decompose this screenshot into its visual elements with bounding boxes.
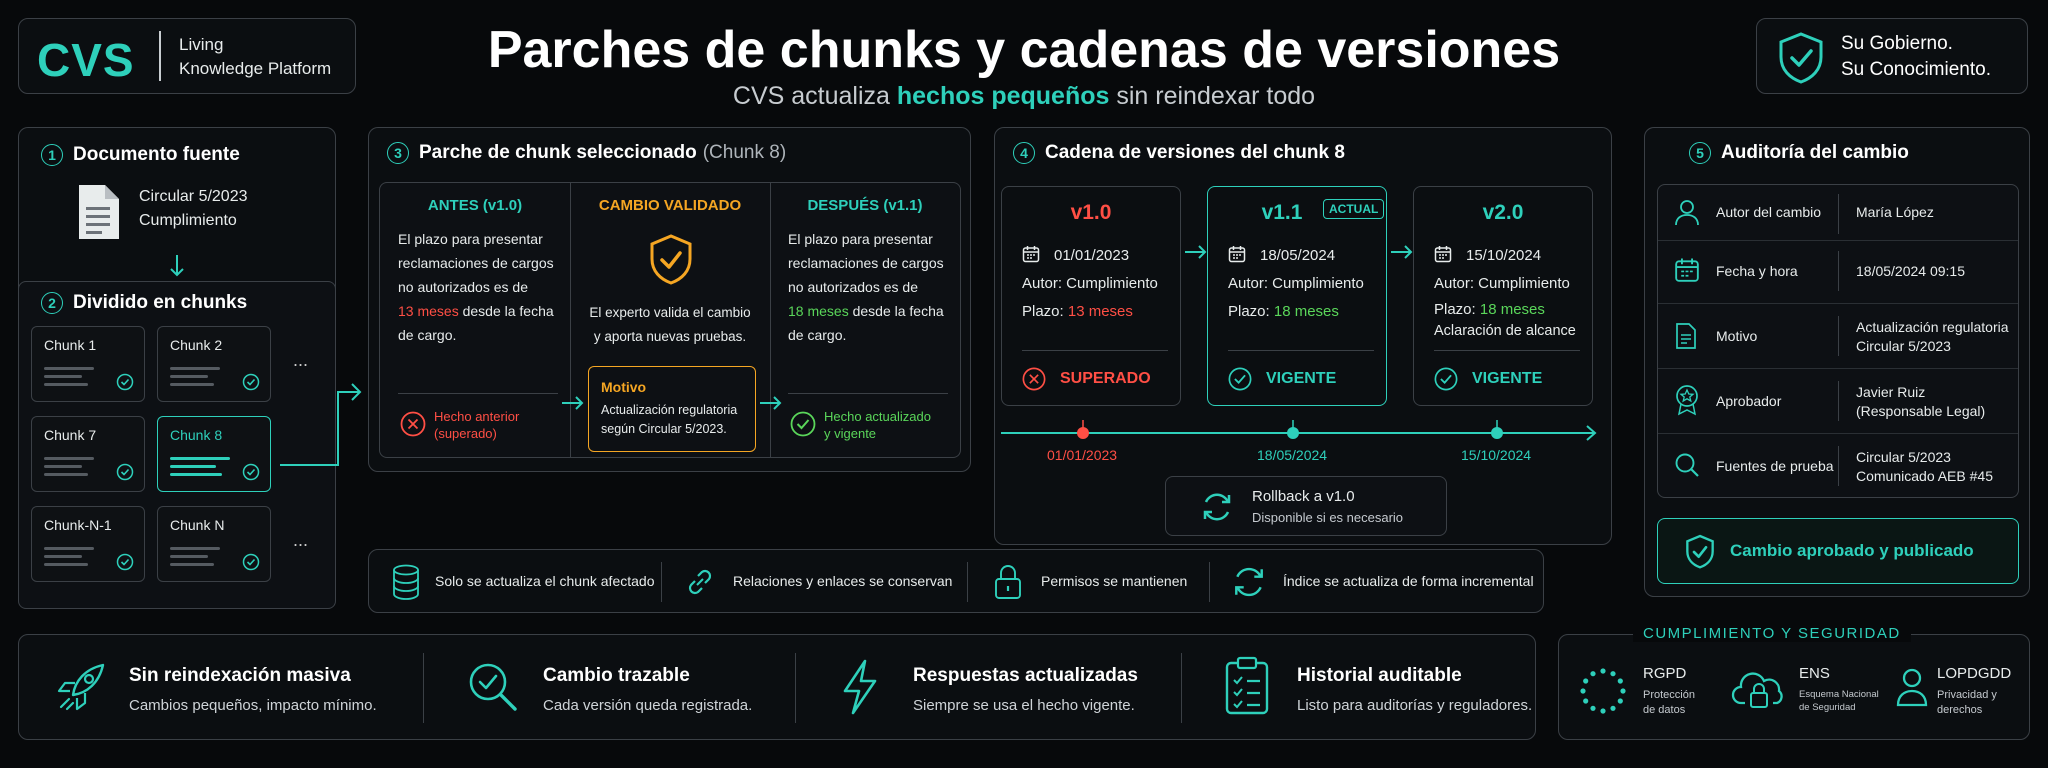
motivo-label: Motivo (601, 379, 647, 395)
benefit-title: Respuestas actualizadas (913, 665, 1138, 686)
panel-2-title-text: Dividido en chunks (73, 292, 248, 313)
arrow-right-icon (560, 395, 586, 411)
chunk-card[interactable] (31, 506, 145, 582)
refresh-icon (1231, 564, 1267, 600)
benefit-desc: Siempre se usa el hecho vigente. (913, 697, 1135, 714)
arrow-right-icon (758, 395, 784, 411)
badge-star-icon (1673, 384, 1701, 416)
compliance-box (1558, 625, 2030, 740)
panel-version-chain (994, 127, 1612, 545)
step-number: 2 (41, 292, 63, 314)
chunk-card[interactable] (31, 326, 145, 402)
feature-strip (368, 549, 1544, 613)
after-header: DESPUÉS (v1.1) (807, 197, 923, 214)
version-date: 18/05/2024 (1260, 247, 1336, 264)
audit-label: Aprobador (1716, 393, 1782, 409)
arrow-right-icon (1389, 244, 1415, 260)
step-number: 4 (1013, 142, 1035, 164)
panel-source-document (18, 127, 336, 608)
eu-stars-icon (1577, 665, 1629, 717)
version-status (1228, 367, 1336, 391)
check-circle-icon (242, 463, 260, 481)
compliance-desc: derechos (1937, 704, 1983, 716)
after-footer-1: Hecho actualizado (824, 409, 931, 424)
audit-value (1856, 262, 1965, 281)
connector-arrow (278, 380, 368, 470)
panel-audit (1644, 127, 2030, 597)
chunk-label: Chunk 1 (44, 337, 97, 353)
page-title: Parches de chunks y cadenas de versiones (487, 21, 1561, 79)
compliance-desc: de Seguridad (1799, 702, 1856, 713)
doc-category: Cumplimiento (139, 212, 237, 229)
step-number: 5 (1689, 142, 1711, 164)
chunk-label: Chunk 8 (170, 427, 223, 443)
document-icon (1675, 322, 1697, 350)
audit-label: Fecha y hora (1716, 263, 1798, 279)
benefit-title: Historial auditable (1297, 665, 1462, 686)
check-circle-icon (242, 373, 260, 391)
status-text: VIGENTE (1266, 370, 1337, 387)
strip-item: Índice se actualiza de forma incremental (1283, 573, 1534, 589)
database-icon (391, 564, 421, 600)
before-header: ANTES (v1.0) (427, 197, 523, 214)
panel-3-title-text: Parche de chunk seleccionado (419, 142, 697, 163)
document-icon (75, 183, 121, 241)
version-date: 15/10/2024 (1466, 247, 1542, 264)
calendar-icon (1228, 245, 1246, 263)
chunk-label: Chunk 7 (44, 427, 97, 443)
check-circle-icon (1434, 367, 1458, 391)
audit-value (1856, 318, 2009, 356)
text-line: El plazo para presentar (398, 231, 543, 247)
compliance-desc: de datos (1643, 704, 1686, 716)
audit-value-2: (Responsable Legal) (1856, 403, 1986, 419)
motivo-box (588, 366, 756, 452)
panel-3-title-muted: (Chunk 8) (702, 142, 787, 163)
text-line: El experto valida el cambio (589, 305, 751, 320)
current-badge: ACTUAL (1323, 199, 1384, 219)
strip-item: Solo se actualiza el chunk afectado (435, 573, 655, 589)
text-fragment: desde la fecha (848, 303, 944, 319)
audit-value (1856, 448, 1993, 486)
chunk-ellipsis: ... (293, 530, 309, 550)
compliance-desc: Esquema Nacional (1799, 689, 1879, 700)
chunk-card[interactable] (31, 416, 145, 492)
version-label: v2.0 (1482, 201, 1524, 224)
rollback-title: Rollback a v1.0 (1252, 488, 1355, 505)
old-value: 13 meses (398, 303, 459, 319)
text-line: reclamaciones de cargos (788, 255, 944, 271)
text-line: El plazo para presentar (788, 231, 933, 247)
text-line: reclamaciones de cargos (398, 255, 554, 271)
link-icon (683, 565, 717, 599)
calendar-icon (1674, 257, 1700, 283)
status-text: SUPERADO (1060, 370, 1151, 387)
motivo-line-2: según Circular 5/2023. (601, 422, 727, 436)
status-text: VIGENTE (1472, 370, 1543, 387)
version-label: v1.0 (1070, 201, 1112, 224)
text-fragment: desde la fecha (458, 303, 554, 319)
compliance-name: LOPDGDD (1937, 665, 2012, 682)
search-icon (1674, 452, 1700, 478)
panel-1-title (41, 144, 240, 166)
calendar-icon (1434, 245, 1452, 263)
doc-name: Circular 5/2023 (139, 188, 248, 205)
audit-value (1856, 383, 1985, 421)
x-circle-icon (1022, 367, 1046, 391)
audit-value (1856, 203, 1934, 222)
shield-check-icon (1777, 31, 1825, 85)
check-circle-icon (242, 553, 260, 571)
audit-label: Motivo (1716, 328, 1758, 344)
logo-sub-2: Knowledge Platform (179, 59, 332, 78)
version-note: Aclaración de alcance (1434, 323, 1576, 339)
patch-grid (379, 182, 961, 458)
chunk-ellipsis: ... (293, 350, 309, 370)
text-line: de cargo. (788, 327, 847, 343)
term-value: 18 meses (1479, 301, 1545, 318)
logo-text: CVS (37, 34, 135, 86)
lightning-icon (835, 657, 885, 717)
before-footer-2: (superado) (434, 426, 497, 441)
rocket-icon (53, 659, 109, 715)
version-date: 01/01/2023 (1054, 247, 1130, 264)
strip-item: Relaciones y enlaces se conservan (733, 573, 953, 589)
term-label: Plazo: (1434, 301, 1480, 318)
motivo-line-1: Actualización regulatoria (601, 403, 738, 417)
audit-row (1658, 184, 2018, 240)
subtitle-post: sin reindexar todo (1109, 82, 1316, 110)
step-number: 3 (387, 142, 409, 164)
gov-badge (1756, 18, 2028, 94)
chunk-card[interactable] (157, 506, 271, 582)
chunk-label: Chunk-N-1 (44, 517, 112, 533)
text-line: y aporta nuevas pruebas. (593, 329, 747, 344)
audit-row (1658, 303, 2018, 368)
badge-line-1: Su Gobierno. (1841, 33, 1953, 54)
compliance-name: RGPD (1643, 665, 1687, 682)
page-subtitle (0, 82, 2048, 111)
panel-2-title (41, 292, 247, 314)
change-header: CAMBIO VALIDADO (598, 197, 742, 214)
version-status (1434, 367, 1542, 391)
benefits-bar (18, 634, 1536, 740)
search-check-icon (465, 659, 521, 715)
cloud-lock-icon (1731, 667, 1787, 711)
benefit-title: Sin reindexación masiva (129, 665, 351, 686)
audit-value-2: Circular 5/2023 (1856, 338, 1951, 354)
chunk-card[interactable] (157, 326, 271, 402)
term-value: 18 meses (1273, 303, 1339, 320)
step-number: 1 (41, 144, 63, 166)
audit-value-1: Javier Ruiz (1856, 384, 1926, 400)
shield-check-icon (648, 233, 694, 287)
text-line: no autorizados es de (398, 279, 528, 295)
benefit-desc: Listo para auditorías y reguladores. (1297, 697, 1533, 714)
chunk-card-selected[interactable] (157, 416, 271, 492)
panel-1-title-text: Documento fuente (73, 144, 240, 165)
text-line: no autorizados es de (788, 279, 918, 295)
subtitle-highlight: hechos pequeños (896, 82, 1110, 110)
timeline (995, 418, 1613, 448)
check-circle-icon (116, 463, 134, 481)
user-icon (1895, 667, 1929, 707)
arrow-down-icon (169, 253, 185, 279)
audit-row (1658, 368, 2018, 433)
panel-4-title-text: Cadena de versiones del chunk 8 (1045, 142, 1345, 163)
calendar-icon (1022, 245, 1040, 263)
clipboard-check-icon (1223, 655, 1271, 717)
timeline-date: 18/05/2024 (1257, 447, 1328, 463)
logo-sub-1: Living (179, 35, 224, 54)
check-circle-icon (116, 553, 134, 571)
audit-value-2: Comunicado AEB #45 (1856, 468, 1993, 484)
term-label: Plazo: (1022, 303, 1068, 320)
subtitle-pre: CVS actualiza (732, 82, 897, 110)
version-label: v1.1 (1261, 201, 1303, 224)
benefit-title: Cambio trazable (543, 665, 690, 686)
lock-icon (993, 563, 1023, 601)
approved-text: Cambio aprobado y publicado (1730, 541, 1974, 560)
audit-value-1: Circular 5/2023 (1856, 449, 1951, 465)
shield-check-icon (1684, 534, 1716, 570)
timeline-date: 01/01/2023 (1047, 447, 1118, 463)
audit-value-1: 18/05/2024 09:15 (1856, 263, 1965, 279)
compliance-desc: Privacidad y (1937, 689, 1997, 701)
benefit-desc: Cada versión queda registrada. (543, 697, 753, 714)
chunk-label: Chunk N (170, 517, 225, 533)
term-value: 13 meses (1067, 303, 1133, 320)
after-footer-2: y vigente (824, 426, 877, 441)
panel-4-title (1013, 142, 1345, 164)
audit-label: Fuentes de prueba (1716, 458, 1834, 474)
audit-row (1658, 240, 2018, 300)
before-text (398, 227, 554, 347)
version-status (1022, 367, 1151, 391)
version-term (1228, 303, 1339, 320)
timeline-date: 15/10/2024 (1461, 447, 1532, 463)
panel-3-title (387, 142, 786, 164)
audit-row (1658, 433, 2018, 498)
compliance-name: ENS (1799, 665, 1830, 682)
audit-label: Autor del cambio (1716, 204, 1822, 220)
badge-line-2: Su Conocimiento. (1841, 59, 1991, 80)
chunk-label: Chunk 2 (170, 337, 223, 353)
version-term (1434, 301, 1545, 318)
version-author: Autor: Cumplimiento (1434, 275, 1570, 292)
check-circle-icon (790, 411, 816, 437)
compliance-desc: Protección (1643, 689, 1695, 701)
audit-table (1657, 184, 2019, 498)
x-circle-icon (400, 411, 426, 437)
version-card-v2-0[interactable] (1413, 186, 1593, 406)
arrow-right-icon (1183, 244, 1209, 260)
version-term (1022, 303, 1133, 320)
check-circle-icon (1228, 367, 1252, 391)
term-label: Plazo: (1228, 303, 1274, 320)
panel-5-title (1689, 142, 1909, 164)
benefit-desc: Cambios pequeños, impacto mínimo. (129, 697, 377, 714)
panel-chunk-patch (368, 127, 971, 472)
text-line: de cargo. (398, 327, 457, 343)
version-card-v1-1[interactable] (1207, 186, 1387, 406)
approved-banner (1657, 518, 2019, 584)
after-text (788, 227, 944, 347)
audit-value-1: Actualización regulatoria (1856, 319, 2009, 335)
version-author: Autor: Cumplimiento (1022, 275, 1158, 292)
version-author: Autor: Cumplimiento (1228, 275, 1364, 292)
before-footer-1: Hecho anterior (434, 409, 520, 424)
user-icon (1674, 198, 1700, 226)
panel-5-title-text: Auditoría del cambio (1721, 142, 1909, 163)
audit-value-1: María López (1856, 204, 1934, 220)
rollback-button[interactable] (1165, 476, 1447, 536)
change-text (570, 301, 770, 349)
version-card-v1-0[interactable] (1001, 186, 1181, 406)
refresh-icon (1200, 490, 1234, 524)
new-value: 18 meses (788, 303, 849, 319)
rollback-subtitle: Disponible si es necesario (1252, 510, 1404, 525)
strip-item: Permisos se mantienen (1041, 573, 1188, 589)
compliance-title: CUMPLIMIENTO Y SEGURIDAD (1633, 625, 1911, 642)
check-circle-icon (116, 373, 134, 391)
